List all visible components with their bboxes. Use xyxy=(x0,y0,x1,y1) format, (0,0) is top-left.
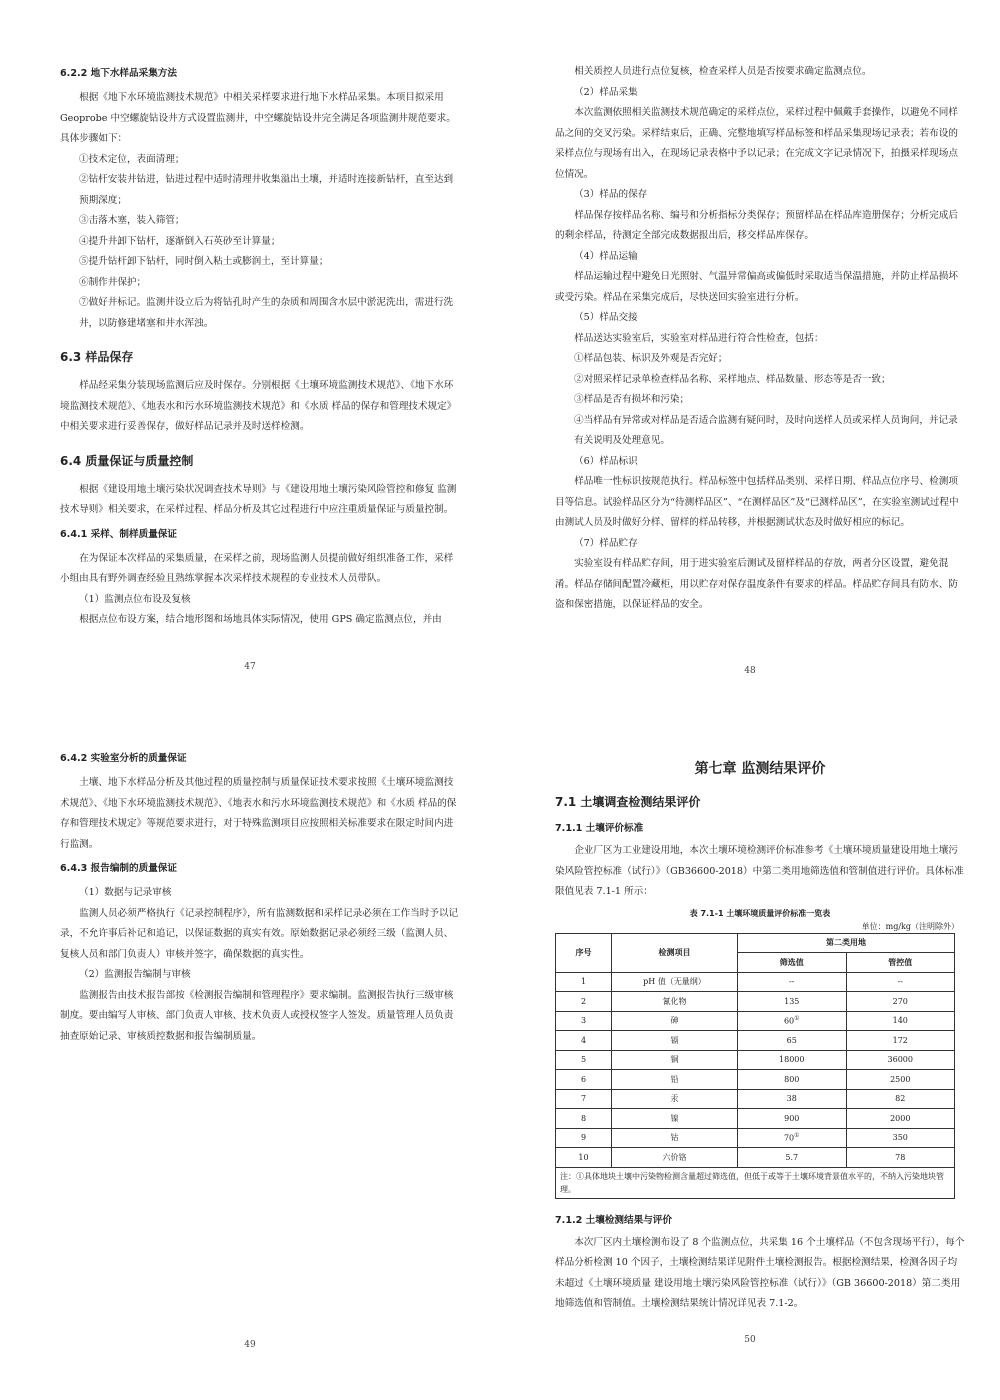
table-row xyxy=(556,1148,955,1168)
paragraph: 监测报告由技术报告部按《检测报告编制和管理程序》要求编制。监测报告执行三级审核制度。要由编写人审核、部门负责人审核、技术负责人或授权签字人签发。质量管理人员负责抽查原始记录、审核质控数据和报告编制质量。 xyxy=(60,989,454,1042)
item-cell-text: 氰化物 xyxy=(662,996,687,1006)
table-body xyxy=(556,972,955,1167)
item-cell-text: 铜 xyxy=(670,1055,679,1065)
table-row xyxy=(556,972,955,992)
section-heading: 6.3 样品保存 xyxy=(60,350,134,364)
paragraph: 样品唯一性标识按规范执行。样品标签中包括样品类别、采样日期、样品点位序号、检测项目等信息。试验样品区分为“待测样品区”、“在测样品区”及“已测样品区”，在实验室测试过程中由测试人员及时做好分样、留样的样品转移，并根据测试状态及时做好相应的标记。 xyxy=(555,476,959,528)
screening-value-cell xyxy=(738,1011,847,1031)
page-number: 49 xyxy=(244,1340,256,1350)
paragraph: 根据点位布设方案，结合地形图和场地具体实际情况，使用 GPS 确定监测点位，并由 xyxy=(79,614,442,625)
screening-value-cell-text: -- xyxy=(789,977,795,987)
row-number-cell-text: 7 xyxy=(580,1094,587,1104)
row-number-cell-text: 3 xyxy=(580,1016,587,1026)
screening-value-cell-text: 5.7 xyxy=(785,1152,799,1162)
screening-value-cell-text: 18000 xyxy=(779,1055,805,1065)
list-item: ③样品是否有损坏和污染； xyxy=(574,394,690,405)
item-cell xyxy=(612,1031,738,1051)
list-item: （3）样品的保存 xyxy=(574,189,648,200)
table-row xyxy=(556,1089,955,1109)
table-row xyxy=(556,1050,955,1070)
row-number-cell xyxy=(556,1070,612,1090)
subsection-heading: 6.4.1 采样、制样质量保证 xyxy=(60,528,177,540)
control-value-cell xyxy=(846,992,955,1012)
paragraph: 相关质控人员进行点位复核，检查采样人员是否按要求确定监测点位。 xyxy=(574,66,872,77)
table-header: 检测项目 xyxy=(612,933,738,972)
screening-value-cell-text: 38 xyxy=(786,1094,797,1104)
control-value-cell xyxy=(846,1050,955,1070)
list-item: ①技术定位，表面清理； xyxy=(79,153,185,165)
chapter-title: 第七章 监测结果评价 xyxy=(694,761,826,777)
footnote-mark: ① xyxy=(794,1132,800,1140)
row-number-cell xyxy=(556,1011,612,1031)
paragraph: 企业厂区为工业建设用地，本次土壤环境检测评价标准参考《土壤环境质量建设用地土壤污染风险管控标准（试行）》（GB36600-2018）中第二类用地筛选值和管制值进行评价。具体标准限值见表 7.1-1 所示： xyxy=(555,845,964,897)
table-header: 第二类用地 xyxy=(738,933,955,953)
subsection-heading: 6.4.3 报告编制的质量保证 xyxy=(60,863,177,874)
table-row xyxy=(556,992,955,1012)
screening-value-cell xyxy=(738,1089,847,1109)
control-value-cell xyxy=(846,1148,955,1168)
table-row xyxy=(556,1031,955,1051)
list-item: ⑤提升钻杆卸下钻杆，同时倒入粘土或膨润土，至计算量； xyxy=(79,256,329,267)
item-cell-text: 汞 xyxy=(670,1094,679,1104)
list-item: （6）样品标识 xyxy=(574,455,638,467)
table-row xyxy=(556,1070,955,1090)
list-item: （7）样品贮存 xyxy=(574,537,638,549)
item-cell xyxy=(612,992,738,1012)
control-value-cell-text: 172 xyxy=(892,1035,908,1045)
page-number: 50 xyxy=(744,1335,756,1345)
section-heading: 6.4 质量保证与质量控制 xyxy=(60,453,194,468)
item-cell-text: 镍 xyxy=(670,1113,679,1123)
row-number-cell xyxy=(556,1050,612,1070)
row-number-cell xyxy=(556,1109,612,1129)
paragraph: 本次厂区内土壤检测布设了 8 个监测点位，共采集 16 个土壤样品（不包含现场平行），每个样品分析检测 10 个因子，土壤检测结果详见附件土壤检测报告。根据检测结果，检测各因子均未超过《土壤环境质量 建设用地土壤污染风险管控标准（试行）》（GB 36600-2018）第二类用地筛选值和管制值。土壤检测结果统计情况详见表 7.1-2。 xyxy=(555,1236,965,1309)
row-number-cell xyxy=(556,972,612,992)
item-cell-text: 镉 xyxy=(670,1035,679,1045)
paragraph: 在为保证本次样品的采集质量，在采样之前，现场监测人员提前做好组织准备工作，采样小组由具有野外调查经验且熟练掌握本次采样技术规程的专业技术人员带队。 xyxy=(60,552,454,584)
screening-value-cell xyxy=(738,1109,847,1129)
item-cell xyxy=(612,1050,738,1070)
paragraph: 土壤、地下水样品分析及其他过程的质量控制与质量保证技术要求按照《土壤环境监测技术规范》、《地下水环境监测技术规范》、《地表水和污水环境监测技术规范》和《水质 样品的保存和管理技术规定》等规范要求进行，对于特殊监测项目应按照相关标准要求在限定时间内进行监测。 xyxy=(60,777,457,850)
control-value-cell xyxy=(846,972,955,992)
page-49-content xyxy=(60,745,460,1047)
subsection-heading: 6.4.2 实验室分析的质量保证 xyxy=(60,753,187,764)
item-cell xyxy=(612,1148,738,1168)
control-value-cell-text: 78 xyxy=(895,1152,906,1162)
page-48-content xyxy=(555,62,960,616)
item-cell xyxy=(612,972,738,992)
paragraph: 实验室设有样品贮存间，用于进实验室后测试及留样样品的存放，两者分区设置，避免混淆。样品存储间配置冷藏柜，用以贮存对保存温度条件有要求的样品。样品贮存间具有防水、防盗和保密措施，以保证样品的安全。 xyxy=(555,558,958,610)
table-row xyxy=(556,1011,955,1031)
table-note: 注：①具体地块土壤中污染物检测含量超过筛选值，但低于或等于土壤环境背景值水平的，不纳入污染地块管理。 xyxy=(556,1167,955,1198)
screening-value-cell-text: 900 xyxy=(784,1113,800,1123)
paragraph: 样品送达实验室后，实验室对样品进行符合性检查，包括： xyxy=(574,332,824,344)
screening-value-cell-text: 135 xyxy=(784,996,800,1006)
screening-value-cell-text: 60 xyxy=(783,1017,795,1027)
control-value-cell-text: 350 xyxy=(892,1133,908,1143)
page-47 xyxy=(0,0,500,700)
item-cell-text: 砷 xyxy=(670,1016,679,1026)
row-number-cell-text: 2 xyxy=(580,996,587,1006)
page-number: 47 xyxy=(244,662,256,672)
paragraph: 样品保存按样品名称、编号和分析指标分类保存；预留样品在样品库造册保存；分析完成后的剩余样品，待测定全部完成数据报出后，移交样品库保存。 xyxy=(555,209,958,241)
page-49 xyxy=(0,700,500,1400)
page-47-content xyxy=(60,60,460,631)
row-number-cell xyxy=(556,1148,612,1168)
table-header: 管控值 xyxy=(846,953,955,973)
list-item: ②对照采样记录单检查样品名称、采样地点、样品数量、形态等是否一致； xyxy=(574,373,891,385)
control-value-cell-text: -- xyxy=(897,977,903,987)
row-number-cell xyxy=(556,1031,612,1051)
item-cell-text: 六价铬 xyxy=(662,1152,687,1162)
list-item: （1）监测点位布设及复核 xyxy=(79,593,191,605)
table-caption: 表 7.1-1 土壤环境质量评价标准一览表 xyxy=(689,908,831,918)
item-cell xyxy=(612,1109,738,1129)
standard-table xyxy=(555,933,955,1199)
list-item: （2）监测报告编制与审核 xyxy=(79,969,191,980)
list-item: （5）样品交接 xyxy=(574,312,638,323)
row-number-cell-text: 4 xyxy=(580,1035,587,1045)
section-heading: 7.1 土壤调查检测结果评价 xyxy=(555,795,701,809)
row-number-cell xyxy=(556,992,612,1012)
control-value-cell xyxy=(846,1128,955,1148)
paragraph: 本次监测依照相关监测技术规范确定的采样点位，采样过程中佩戴手套操作，以避免不同样品之间的交叉污染。采样结束后，正确、完整地填写样品标签和样品采集现场记录表；若布设的采样点位与现场有出入，在现场记录表格中予以记录；在完成文字记录情况下，拍摄采样现场点位情况。 xyxy=(555,107,958,180)
item-cell xyxy=(612,1070,738,1090)
list-item: ⑦做好井标记。监测井设立后为将钻孔时产生的杂质和周围含水层中淤泥洗出，需进行洗井，以防修建堵塞和井水浑浊。 xyxy=(79,297,454,329)
row-number-cell-text: 8 xyxy=(580,1113,587,1123)
screening-value-cell xyxy=(738,992,847,1012)
control-value-cell-text: 2000 xyxy=(890,1113,911,1123)
row-number-cell xyxy=(556,1089,612,1109)
list-item: （1）数据与记录审核 xyxy=(79,887,172,898)
paragraph: 根据《建设用地土壤污染状况调查技术导则》与《建设用地土壤污染风险管控和修复 监测技术导则》相关要求，在采样过程、样品分析及其它过程进行中应注重质量保证与质量控制。 xyxy=(60,483,457,515)
control-value-cell xyxy=(846,1089,955,1109)
control-value-cell xyxy=(846,1109,955,1129)
control-value-cell-text: 82 xyxy=(895,1094,906,1104)
control-value-cell xyxy=(846,1070,955,1090)
row-number-cell-text: 5 xyxy=(580,1055,587,1065)
screening-value-cell-text: 65 xyxy=(786,1035,797,1045)
table-header: 筛选值 xyxy=(738,953,847,973)
table-row xyxy=(556,1109,955,1129)
row-number-cell-text: 10 xyxy=(578,1152,589,1162)
screening-value-cell-text: 800 xyxy=(784,1074,800,1084)
screening-value-cell xyxy=(738,1128,847,1148)
row-number-cell xyxy=(556,1128,612,1148)
screening-value-cell-text: 70 xyxy=(783,1134,795,1144)
table-unit: 单位：mg/kg（注明除外） xyxy=(861,921,959,931)
item-cell-text: 铅 xyxy=(670,1074,679,1084)
item-cell xyxy=(612,1089,738,1109)
page-50-content xyxy=(555,755,965,1315)
list-item: ⑥制作井保护； xyxy=(79,276,147,288)
item-cell xyxy=(612,1128,738,1148)
page-50 xyxy=(500,700,1000,1400)
item-cell-text: 钴 xyxy=(670,1133,679,1143)
paragraph: 样品经采集分装现场监测后应及时保存。分别根据《土壤环境监测技术规范》、《地下水环境监测技术规范》、《地表水和污水环境监测技术规范》和《水质 样品的保存和管理技术规定》中相关要求进行妥善保存，做好样品记录并及时送样检测。 xyxy=(60,380,457,432)
list-item: ②钻杆安装井钻进，钻进过程中适时清理井收集溢出土壤，并适时连接新钻杆，直至达到预期深度； xyxy=(79,174,454,206)
row-number-cell-text: 9 xyxy=(580,1133,587,1143)
paragraph: 根据《地下水环境监测技术规范》中相关采样要求进行地下水样品采集。本项目拟采用 Geoprobe 中空螺旋钻设井方式设置监测井，中空螺旋钻设井完全满足各项监测井规范要求。具体步骤如下： xyxy=(60,92,456,144)
subsection-heading: 6.2.2 地下水样品采集方法 xyxy=(60,68,177,79)
control-value-cell xyxy=(846,1031,955,1051)
control-value-cell-text: 2500 xyxy=(890,1074,911,1084)
item-cell xyxy=(612,1011,738,1031)
table-header: 序号 xyxy=(556,933,612,972)
screening-value-cell xyxy=(738,1148,847,1168)
page-number: 48 xyxy=(744,666,756,676)
row-number-cell-text: 1 xyxy=(580,977,587,987)
control-value-cell-text: 270 xyxy=(892,996,908,1006)
list-item: ③击落木塞，装入筛管； xyxy=(79,215,185,226)
screening-value-cell xyxy=(738,972,847,992)
paragraph: 监测人员必须严格执行《记录控制程序》，所有监测数据和采样记录必须在工作当时予以记录，不允许事后补记和追记，以保证数据的真实有效。原始数据记录必须经三级（监测人员、复核人员和部门负责人）审核并签字，确保数据的真实性。 xyxy=(60,907,459,960)
page-48 xyxy=(500,0,1000,700)
screening-value-cell xyxy=(738,1031,847,1051)
footnote-mark: ① xyxy=(794,1015,800,1023)
control-value-cell-text: 36000 xyxy=(887,1055,913,1065)
list-item: （2）样品采集 xyxy=(574,86,638,98)
paragraph: 样品运输过程中避免日光照射、气温异常偏高或偏低时采取适当保温措施，并防止样品损坏或受污染。样品在采集完成后，尽快送回实验室进行分析。 xyxy=(555,271,958,303)
table-row xyxy=(556,1128,955,1148)
control-value-cell-text: 140 xyxy=(892,1016,908,1026)
subsection-heading: 7.1.1 土壤评价标准 xyxy=(555,823,644,834)
screening-value-cell xyxy=(738,1070,847,1090)
screening-value-cell xyxy=(738,1050,847,1070)
list-item: ④提升井卸下钻杆，逐渐倒入石英砂至计算量； xyxy=(79,235,281,247)
item-cell-text: pH 值（无量纲） xyxy=(643,977,706,987)
list-item: ①样品包装、标识及外观是否完好； xyxy=(574,353,728,364)
list-item: ④当样品有异常或对样品是否适合监测有疑问时，及时向送样人员或采样人员询问，并记录有关说明及处理意见。 xyxy=(574,414,958,446)
control-value-cell xyxy=(846,1011,955,1031)
row-number-cell-text: 6 xyxy=(580,1074,587,1084)
subsection-heading: 7.1.2 土壤检测结果与评价 xyxy=(555,1214,672,1226)
list-item: （4）样品运输 xyxy=(574,250,638,262)
